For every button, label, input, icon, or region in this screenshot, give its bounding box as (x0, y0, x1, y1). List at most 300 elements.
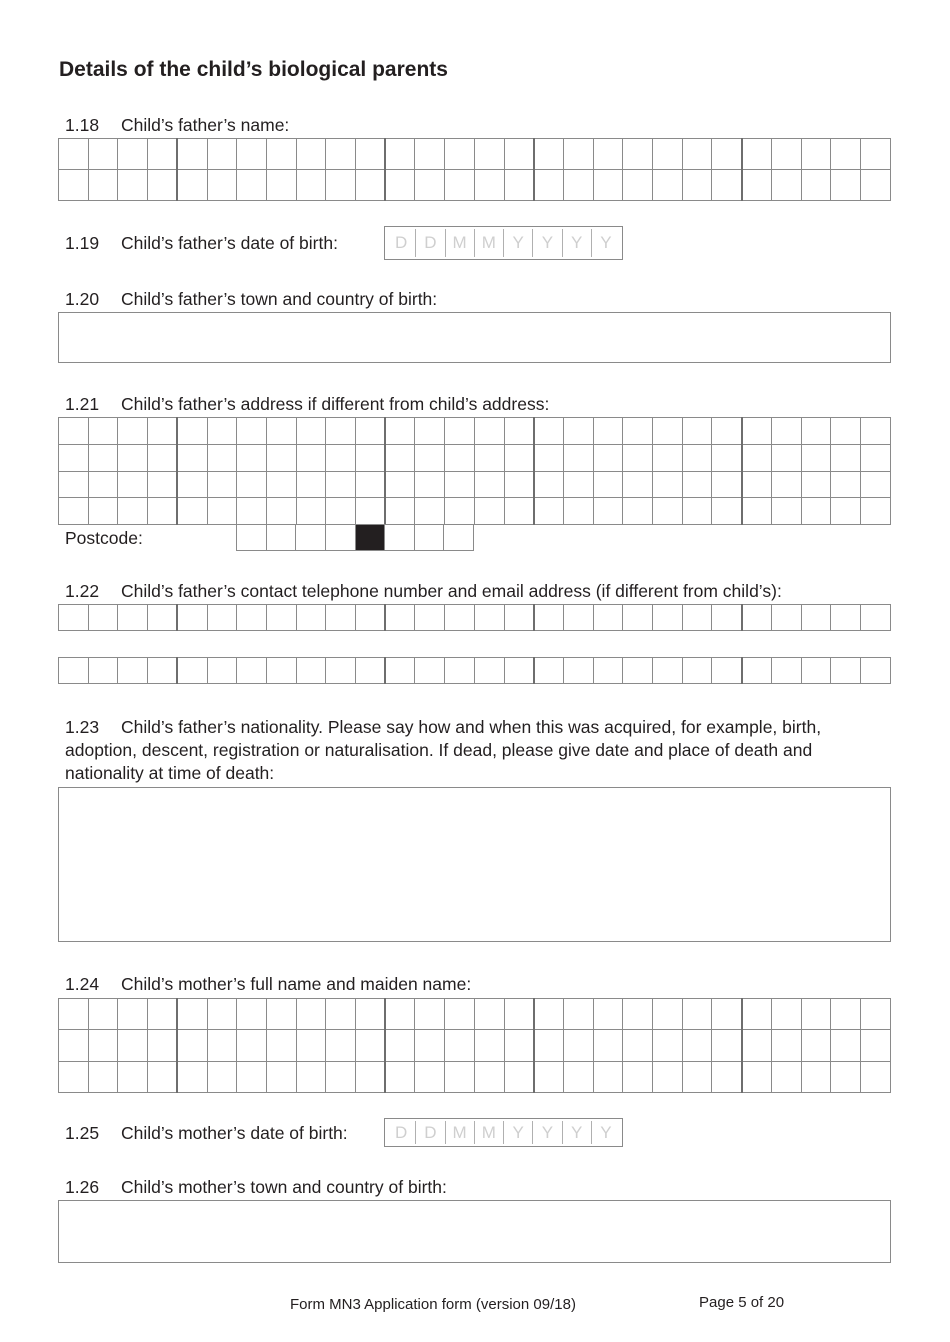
character-box[interactable] (474, 498, 504, 525)
character-box[interactable] (504, 139, 534, 170)
mother-birthplace-field[interactable] (58, 1200, 891, 1263)
character-box[interactable] (118, 139, 148, 170)
character-box[interactable] (445, 1061, 475, 1092)
character-box[interactable] (326, 444, 356, 471)
father-email-grid[interactable] (58, 657, 891, 684)
character-box[interactable] (445, 170, 475, 201)
character-box[interactable] (237, 999, 267, 1030)
character-box[interactable] (682, 658, 712, 684)
character-box[interactable] (237, 498, 267, 525)
character-box[interactable] (325, 525, 355, 551)
character-box[interactable] (474, 999, 504, 1030)
character-box[interactable] (593, 498, 623, 525)
character-box[interactable] (771, 418, 801, 445)
character-box[interactable] (653, 139, 683, 170)
father-dob-field[interactable] (384, 226, 623, 260)
character-box[interactable] (356, 999, 386, 1030)
character-box[interactable] (563, 444, 593, 471)
character-box[interactable] (59, 1030, 89, 1061)
character-box[interactable] (445, 418, 475, 445)
character-box[interactable] (623, 444, 653, 471)
character-box[interactable] (356, 605, 386, 631)
character-box[interactable] (88, 139, 118, 170)
character-box[interactable] (504, 605, 534, 631)
character-box[interactable] (266, 444, 296, 471)
character-box[interactable] (682, 605, 712, 631)
character-box[interactable] (712, 139, 742, 170)
character-box[interactable] (88, 658, 118, 684)
father-telephone-grid[interactable] (58, 604, 891, 631)
character-box[interactable] (385, 444, 415, 471)
character-box[interactable] (860, 170, 890, 201)
character-box[interactable] (118, 605, 148, 631)
character-box[interactable] (474, 170, 504, 201)
character-box[interactable] (831, 418, 861, 445)
character-box[interactable] (445, 471, 475, 498)
character-box[interactable] (771, 444, 801, 471)
character-box[interactable] (118, 658, 148, 684)
character-box[interactable] (177, 999, 207, 1030)
character-box[interactable] (771, 1030, 801, 1061)
character-box[interactable] (534, 1030, 564, 1061)
character-box[interactable] (59, 139, 89, 170)
character-box[interactable] (326, 418, 356, 445)
character-box[interactable] (801, 658, 831, 684)
character-box[interactable] (534, 999, 564, 1030)
character-box[interactable] (385, 1030, 415, 1061)
character-box[interactable] (534, 139, 564, 170)
character-box[interactable] (415, 139, 445, 170)
character-box[interactable] (474, 658, 504, 684)
character-box[interactable] (860, 605, 890, 631)
character-box[interactable] (266, 1061, 296, 1092)
character-box[interactable] (563, 605, 593, 631)
character-box[interactable] (860, 418, 890, 445)
character-box[interactable] (296, 418, 326, 445)
character-box[interactable] (118, 1030, 148, 1061)
character-box[interactable] (88, 1061, 118, 1092)
character-box[interactable] (593, 658, 623, 684)
character-box[interactable] (504, 471, 534, 498)
character-box[interactable] (237, 1061, 267, 1092)
character-box[interactable] (534, 605, 564, 631)
character-box[interactable] (771, 139, 801, 170)
character-box[interactable] (831, 444, 861, 471)
character-box[interactable] (534, 170, 564, 201)
character-box[interactable] (415, 1030, 445, 1061)
character-box[interactable] (831, 999, 861, 1030)
character-box[interactable] (860, 658, 890, 684)
character-box[interactable] (682, 471, 712, 498)
character-box[interactable] (534, 418, 564, 445)
character-box[interactable] (682, 1061, 712, 1092)
character-box[interactable] (712, 999, 742, 1030)
character-box[interactable] (563, 658, 593, 684)
character-box[interactable] (563, 498, 593, 525)
character-box[interactable] (682, 498, 712, 525)
character-box[interactable] (831, 498, 861, 525)
character-box[interactable] (237, 170, 267, 201)
character-box[interactable] (148, 498, 178, 525)
character-box[interactable] (474, 444, 504, 471)
character-box[interactable] (88, 418, 118, 445)
character-box[interactable] (504, 1061, 534, 1092)
character-box[interactable] (148, 418, 178, 445)
character-box[interactable] (712, 170, 742, 201)
character-box[interactable] (860, 1061, 890, 1092)
father-nationality-field[interactable] (58, 787, 891, 942)
character-box[interactable] (801, 444, 831, 471)
character-box[interactable] (801, 999, 831, 1030)
character-box[interactable] (356, 444, 386, 471)
character-box[interactable] (801, 498, 831, 525)
character-box[interactable] (474, 139, 504, 170)
character-box[interactable] (148, 658, 178, 684)
character-box[interactable] (88, 471, 118, 498)
character-box[interactable] (623, 139, 653, 170)
character-box[interactable] (385, 498, 415, 525)
character-box[interactable] (742, 444, 772, 471)
character-box[interactable] (237, 418, 267, 445)
character-box[interactable] (801, 1030, 831, 1061)
character-box[interactable] (682, 418, 712, 445)
character-box[interactable] (593, 170, 623, 201)
character-box[interactable] (623, 471, 653, 498)
character-box[interactable] (801, 418, 831, 445)
character-box[interactable] (593, 605, 623, 631)
character-box[interactable] (444, 525, 474, 551)
character-box[interactable] (326, 1061, 356, 1092)
character-box[interactable] (474, 418, 504, 445)
character-box[interactable] (593, 1061, 623, 1092)
character-box[interactable] (88, 498, 118, 525)
character-box[interactable] (831, 658, 861, 684)
character-box[interactable] (831, 170, 861, 201)
character-box[interactable] (296, 139, 326, 170)
character-box[interactable] (88, 605, 118, 631)
character-box[interactable] (534, 444, 564, 471)
character-box[interactable] (326, 658, 356, 684)
character-box[interactable] (831, 471, 861, 498)
character-box[interactable] (860, 498, 890, 525)
character-box[interactable] (623, 1061, 653, 1092)
character-box[interactable] (326, 605, 356, 631)
character-box[interactable] (474, 1030, 504, 1061)
character-box[interactable] (712, 1061, 742, 1092)
character-box[interactable] (801, 170, 831, 201)
character-box[interactable] (534, 1061, 564, 1092)
character-box[interactable] (296, 444, 326, 471)
character-box[interactable] (148, 170, 178, 201)
character-box[interactable] (88, 1030, 118, 1061)
character-box[interactable] (712, 658, 742, 684)
character-box[interactable] (623, 999, 653, 1030)
character-box[interactable] (653, 1030, 683, 1061)
character-box[interactable] (653, 471, 683, 498)
character-box[interactable] (177, 1030, 207, 1061)
character-box[interactable] (534, 658, 564, 684)
character-box[interactable] (712, 471, 742, 498)
character-box[interactable] (237, 1030, 267, 1061)
character-box[interactable] (653, 1061, 683, 1092)
character-box[interactable] (534, 471, 564, 498)
character-box[interactable] (742, 1030, 772, 1061)
character-box[interactable] (712, 418, 742, 445)
character-box[interactable] (207, 170, 237, 201)
character-box[interactable] (445, 139, 475, 170)
character-box[interactable] (445, 1030, 475, 1061)
character-box[interactable] (653, 170, 683, 201)
character-box[interactable] (563, 999, 593, 1030)
character-box[interactable] (88, 170, 118, 201)
character-box[interactable] (296, 471, 326, 498)
character-box[interactable] (266, 999, 296, 1030)
father-address-grid[interactable] (58, 417, 891, 525)
character-box[interactable] (623, 1030, 653, 1061)
character-box[interactable] (177, 139, 207, 170)
character-box[interactable] (326, 170, 356, 201)
character-box[interactable] (742, 170, 772, 201)
character-box[interactable] (266, 418, 296, 445)
character-box[interactable] (474, 471, 504, 498)
character-box[interactable] (771, 170, 801, 201)
character-box[interactable] (742, 139, 772, 170)
character-box[interactable] (59, 605, 89, 631)
character-box[interactable] (266, 525, 296, 551)
character-box[interactable] (415, 444, 445, 471)
character-box[interactable] (385, 605, 415, 631)
character-box[interactable] (445, 658, 475, 684)
character-box[interactable] (296, 1061, 326, 1092)
character-box[interactable] (296, 605, 326, 631)
character-box[interactable] (148, 471, 178, 498)
character-box[interactable] (771, 605, 801, 631)
character-box[interactable] (59, 658, 89, 684)
character-box[interactable] (326, 471, 356, 498)
character-box[interactable] (177, 444, 207, 471)
character-box[interactable] (385, 525, 415, 551)
character-box[interactable] (653, 605, 683, 631)
character-box[interactable] (771, 999, 801, 1030)
character-box[interactable] (118, 999, 148, 1030)
character-box[interactable] (415, 498, 445, 525)
character-box[interactable] (415, 471, 445, 498)
character-box[interactable] (593, 418, 623, 445)
character-box[interactable] (296, 498, 326, 525)
character-box[interactable] (415, 418, 445, 445)
character-box[interactable] (415, 1061, 445, 1092)
character-box[interactable] (356, 418, 386, 445)
character-box[interactable] (593, 444, 623, 471)
character-box[interactable] (385, 170, 415, 201)
character-box[interactable] (177, 418, 207, 445)
character-box[interactable] (623, 418, 653, 445)
character-box[interactable] (177, 658, 207, 684)
character-box[interactable] (296, 170, 326, 201)
character-box[interactable] (653, 418, 683, 445)
character-box[interactable] (296, 525, 326, 551)
character-box[interactable] (653, 498, 683, 525)
character-box[interactable] (118, 1061, 148, 1092)
character-box[interactable] (207, 139, 237, 170)
character-box[interactable] (207, 605, 237, 631)
character-box[interactable] (356, 170, 386, 201)
character-box[interactable] (801, 605, 831, 631)
character-box[interactable] (742, 471, 772, 498)
character-box[interactable] (504, 1030, 534, 1061)
character-box[interactable] (771, 1061, 801, 1092)
character-box[interactable] (801, 139, 831, 170)
character-box[interactable] (266, 170, 296, 201)
character-box[interactable] (771, 498, 801, 525)
character-box[interactable] (148, 1061, 178, 1092)
mother-dob-field[interactable] (384, 1118, 623, 1147)
character-box[interactable] (207, 658, 237, 684)
character-box[interactable] (682, 139, 712, 170)
character-box[interactable] (59, 999, 89, 1030)
character-box[interactable] (414, 525, 444, 551)
character-box[interactable] (563, 471, 593, 498)
character-box[interactable] (623, 605, 653, 631)
character-box[interactable] (59, 498, 89, 525)
character-box[interactable] (207, 1061, 237, 1092)
character-box[interactable] (682, 170, 712, 201)
character-box[interactable] (771, 471, 801, 498)
character-box[interactable] (831, 605, 861, 631)
character-box[interactable] (266, 139, 296, 170)
character-box[interactable] (712, 444, 742, 471)
character-box[interactable] (148, 139, 178, 170)
character-box[interactable] (385, 1061, 415, 1092)
character-box[interactable] (860, 999, 890, 1030)
character-box[interactable] (593, 139, 623, 170)
character-box[interactable] (653, 999, 683, 1030)
character-box[interactable] (504, 170, 534, 201)
character-box[interactable] (177, 498, 207, 525)
character-box[interactable] (59, 444, 89, 471)
character-box[interactable] (742, 418, 772, 445)
character-box[interactable] (296, 658, 326, 684)
character-box[interactable] (563, 418, 593, 445)
character-box[interactable] (356, 139, 386, 170)
character-box[interactable] (504, 658, 534, 684)
character-box[interactable] (59, 1061, 89, 1092)
character-box[interactable] (474, 605, 504, 631)
character-box[interactable] (118, 498, 148, 525)
character-box[interactable] (771, 658, 801, 684)
character-box[interactable] (445, 605, 475, 631)
character-box[interactable] (504, 498, 534, 525)
character-box[interactable] (355, 525, 385, 551)
character-box[interactable] (563, 1061, 593, 1092)
character-box[interactable] (563, 170, 593, 201)
character-box[interactable] (177, 170, 207, 201)
character-box[interactable] (623, 498, 653, 525)
character-box[interactable] (118, 444, 148, 471)
character-box[interactable] (831, 139, 861, 170)
character-box[interactable] (860, 139, 890, 170)
character-box[interactable] (237, 658, 267, 684)
character-box[interactable] (504, 444, 534, 471)
character-box[interactable] (653, 444, 683, 471)
character-box[interactable] (148, 605, 178, 631)
character-box[interactable] (563, 1030, 593, 1061)
character-box[interactable] (326, 139, 356, 170)
character-box[interactable] (415, 605, 445, 631)
character-box[interactable] (356, 1030, 386, 1061)
character-box[interactable] (207, 1030, 237, 1061)
character-box[interactable] (682, 444, 712, 471)
character-box[interactable] (534, 498, 564, 525)
character-box[interactable] (207, 498, 237, 525)
character-box[interactable] (177, 471, 207, 498)
character-box[interactable] (653, 658, 683, 684)
character-box[interactable] (860, 444, 890, 471)
character-box[interactable] (742, 498, 772, 525)
character-box[interactable] (148, 444, 178, 471)
character-box[interactable] (385, 471, 415, 498)
character-box[interactable] (148, 1030, 178, 1061)
character-box[interactable] (326, 1030, 356, 1061)
character-box[interactable] (504, 418, 534, 445)
father-name-grid[interactable] (58, 138, 891, 201)
character-box[interactable] (356, 1061, 386, 1092)
character-box[interactable] (385, 139, 415, 170)
character-box[interactable] (801, 1061, 831, 1092)
character-box[interactable] (88, 999, 118, 1030)
father-birthplace-field[interactable] (58, 312, 891, 363)
character-box[interactable] (266, 471, 296, 498)
character-box[interactable] (415, 999, 445, 1030)
character-box[interactable] (385, 999, 415, 1030)
character-box[interactable] (118, 170, 148, 201)
character-box[interactable] (59, 170, 89, 201)
character-box[interactable] (59, 471, 89, 498)
character-box[interactable] (385, 658, 415, 684)
father-postcode-grid[interactable] (236, 524, 474, 551)
character-box[interactable] (712, 605, 742, 631)
character-box[interactable] (118, 418, 148, 445)
character-box[interactable] (266, 605, 296, 631)
character-box[interactable] (682, 999, 712, 1030)
character-box[interactable] (148, 999, 178, 1030)
character-box[interactable] (742, 605, 772, 631)
character-box[interactable] (385, 418, 415, 445)
character-box[interactable] (682, 1030, 712, 1061)
character-box[interactable] (237, 605, 267, 631)
character-box[interactable] (860, 1030, 890, 1061)
character-box[interactable] (445, 498, 475, 525)
character-box[interactable] (860, 471, 890, 498)
character-box[interactable] (88, 444, 118, 471)
character-box[interactable] (177, 605, 207, 631)
character-box[interactable] (237, 471, 267, 498)
character-box[interactable] (504, 999, 534, 1030)
character-box[interactable] (266, 658, 296, 684)
character-box[interactable] (266, 1030, 296, 1061)
character-box[interactable] (207, 418, 237, 445)
character-box[interactable] (623, 658, 653, 684)
character-box[interactable] (445, 444, 475, 471)
character-box[interactable] (237, 139, 267, 170)
character-box[interactable] (831, 1061, 861, 1092)
mother-name-grid[interactable] (58, 998, 891, 1093)
character-box[interactable] (59, 418, 89, 445)
character-box[interactable] (415, 658, 445, 684)
character-box[interactable] (474, 1061, 504, 1092)
character-box[interactable] (296, 999, 326, 1030)
character-box[interactable] (563, 139, 593, 170)
